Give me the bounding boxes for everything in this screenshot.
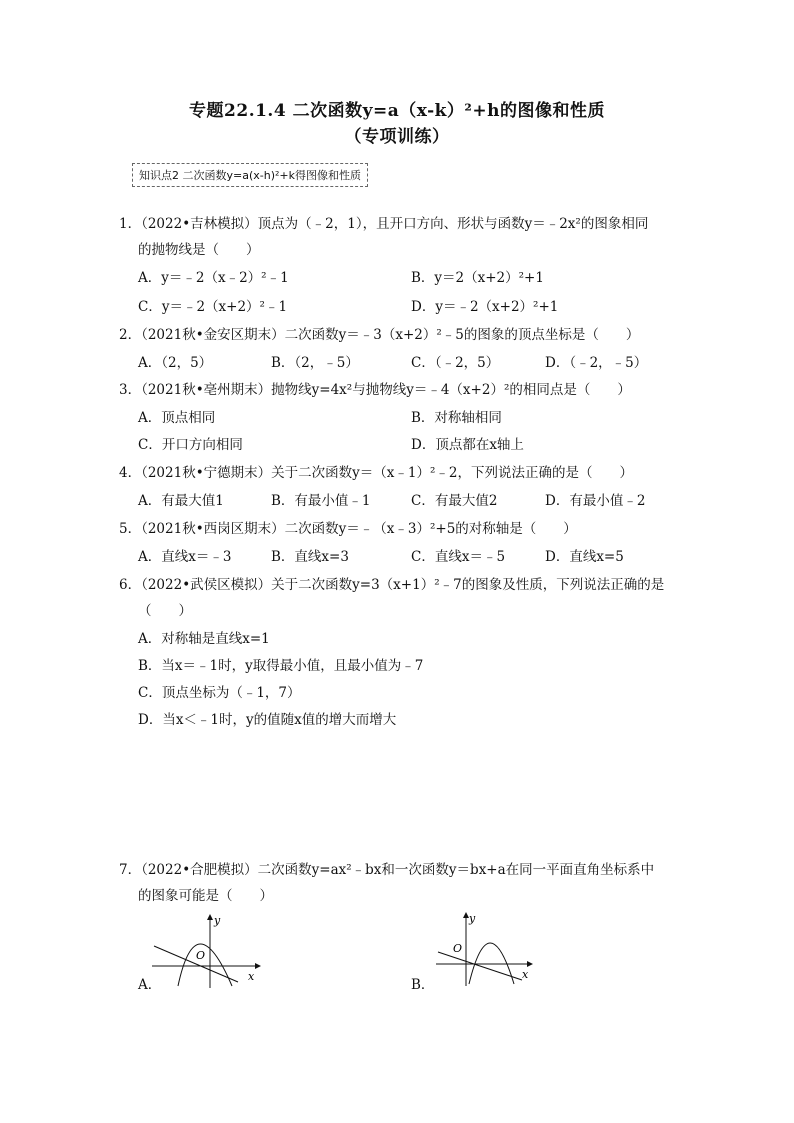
page-title: 专题22.1.4 二次函数y=a（x-k）²+h的图像和性质	[189, 101, 605, 121]
question-1-option-b: B．y＝2（x+2）²+1	[411, 270, 544, 286]
question-1-stem-line1: 1．（2022•吉林模拟）顶点为（﹣2，1），且开口方向、形状与函数y＝﹣2x²的图象相同	[119, 216, 649, 232]
graph-b-x-arrow	[527, 961, 533, 967]
graph-b-line	[438, 952, 522, 980]
graph-b-origin-label: O	[453, 942, 463, 955]
graph-b-x-label: x	[522, 968, 529, 981]
graph-b-y-label: y	[469, 912, 476, 925]
graph-a-x-label: x	[248, 970, 255, 983]
question-6-option-a: A．对称轴是直线x=1	[138, 631, 270, 647]
graph-option-b	[432, 908, 542, 988]
question-1-option-d: D．y＝﹣2（x+2）²+1	[411, 299, 559, 315]
graph-a-y-label: y	[214, 914, 221, 927]
question-3-option-c: C．开口方向相同	[138, 437, 243, 453]
question-4-option-c: C．有最大值2	[411, 493, 498, 509]
question-7-stem-line2: 的图象可能是（ ）	[138, 888, 273, 904]
question-4-option-b: B．有最小值﹣1	[271, 493, 371, 509]
question-1-option-c: C．y＝﹣2（x+2）²﹣1	[138, 299, 288, 315]
question-3-option-d: D．顶点都在x轴上	[411, 437, 524, 453]
question-7-option-a: A．	[138, 977, 162, 993]
question-6-stem-line1: 6．（2022•武侯区模拟）关于二次函数y=3（x+1）²﹣7的图象及性质，下列说法正确的是	[119, 577, 665, 593]
question-1-option-a: A．y＝﹣2（x﹣2）²﹣1	[138, 270, 289, 286]
page-subtitle: （专项训练）	[344, 127, 450, 147]
question-5-option-b: B．直线x=3	[271, 549, 349, 565]
question-7-option-b: B．	[411, 977, 435, 993]
question-5-stem: 5．（2021秋•西岗区期末）二次函数y＝﹣（x﹣3）²+5的对称轴是（ ）	[119, 521, 577, 537]
question-3-stem: 3．（2021秋•亳州期末）抛物线y=4x²与抛物线y＝﹣4（x+2）²的相同点是（ ）	[119, 382, 631, 398]
question-2-option-b: B．（2，﹣5）	[271, 355, 359, 371]
question-6-option-c: C．顶点坐标为（﹣1，7）	[138, 685, 301, 701]
question-1-stem-line2: 的抛物线是（ ）	[138, 242, 260, 258]
question-4-stem: 4．（2021秋•宁德期末）关于二次函数y＝（x﹣1）²﹣2，下列说法正确的是（ ）	[119, 465, 633, 481]
question-6-option-d: D．当x＜﹣1时，y的值随x值的增大而增大	[138, 712, 397, 728]
question-6-stem-line2: （ ）	[138, 603, 192, 619]
question-3-option-b: B．对称轴相同	[411, 410, 502, 426]
question-2-option-a: A．（2，5）	[138, 355, 213, 371]
question-2-option-c: C．（﹣2，5）	[411, 355, 500, 371]
question-5-option-c: C．直线x＝﹣5	[411, 549, 506, 565]
question-5-option-d: D．直线x=5	[545, 549, 624, 565]
question-4-option-a: A．有最大值1	[138, 493, 224, 509]
question-2-option-d: D．（﹣2，﹣5）	[545, 355, 648, 371]
graph-a-origin-label: O	[196, 949, 206, 962]
question-6-option-b: B．当x＝﹣1时，y取得最小值，且最小值为﹣7	[138, 658, 424, 674]
graph-option-a	[150, 910, 270, 990]
question-3-option-a: A．顶点相同	[138, 410, 216, 426]
question-7-stem-line1: 7．（2022•合肥模拟）二次函数y=ax²﹣bx和一次函数y＝bx+a在同一平面直角坐标系中	[119, 862, 655, 878]
graph-a-y-arrow	[207, 914, 213, 920]
question-2-stem: 2．（2021秋•金安区期末）二次函数y＝﹣3（x+2）²﹣5的图象的顶点坐标是（ ）	[119, 327, 640, 343]
graph-a-x-arrow	[255, 963, 261, 969]
question-5-option-a: A．直线x＝﹣3	[138, 549, 232, 565]
knowledge-point-box: 知识点2 二次函数y=a(x-h)²+k得图像和性质	[132, 163, 368, 187]
question-4-option-d: D．有最小值﹣2	[545, 493, 646, 509]
